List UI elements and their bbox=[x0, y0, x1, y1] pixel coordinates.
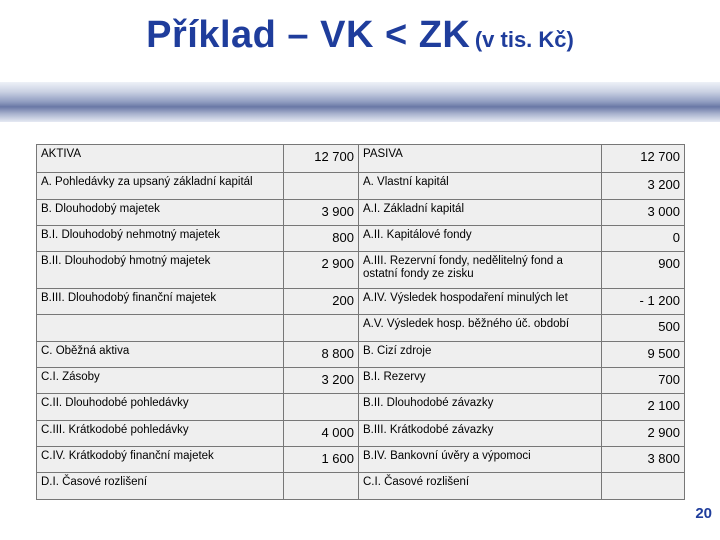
title-decor-band bbox=[0, 82, 720, 122]
aktiva-value: 4 000 bbox=[284, 420, 359, 446]
slide-title-suffix: (v tis. Kč) bbox=[474, 27, 574, 52]
aktiva-value: 3 900 bbox=[284, 199, 359, 225]
aktiva-value bbox=[284, 315, 359, 341]
pasiva-value bbox=[602, 473, 685, 500]
pasiva-value: 3 000 bbox=[602, 199, 685, 225]
slide-title bbox=[0, 14, 720, 74]
pasiva-value: 700 bbox=[602, 368, 685, 394]
aktiva-label: C.I. Zásoby bbox=[37, 368, 284, 394]
pasiva-label: A.I. Základní kapitál bbox=[359, 199, 602, 225]
aktiva-label: C.IV. Krátkodobý finanční majetek bbox=[37, 447, 284, 473]
table-row bbox=[37, 145, 685, 173]
aktiva-value: 12 700 bbox=[284, 145, 359, 173]
aktiva-label: B.II. Dlouhodobý hmotný majetek bbox=[37, 252, 284, 289]
table-row bbox=[37, 199, 685, 225]
pasiva-label: A.III. Rezervní fondy, nedělitelný fond a ostatní fondy ze zisku bbox=[359, 252, 602, 289]
pasiva-label: C.I. Časové rozlišení bbox=[359, 473, 602, 500]
balance-sheet-table bbox=[36, 144, 685, 500]
pasiva-value: 9 500 bbox=[602, 341, 685, 367]
pasiva-label: B.I. Rezervy bbox=[359, 368, 602, 394]
table-row bbox=[37, 394, 685, 420]
aktiva-value: 1 600 bbox=[284, 447, 359, 473]
table-row bbox=[37, 473, 685, 500]
table-row bbox=[37, 226, 685, 252]
pasiva-value: 0 bbox=[602, 226, 685, 252]
table-row bbox=[37, 288, 685, 314]
pasiva-label: A.V. Výsledek hosp. běžného úč. období bbox=[359, 315, 602, 341]
pasiva-value: 3 200 bbox=[602, 173, 685, 199]
pasiva-value: 3 800 bbox=[602, 447, 685, 473]
aktiva-label: AKTIVA bbox=[37, 145, 284, 173]
pasiva-value: 2 100 bbox=[602, 394, 685, 420]
pasiva-value: 12 700 bbox=[602, 145, 685, 173]
aktiva-label: C.II. Dlouhodobé pohledávky bbox=[37, 394, 284, 420]
table-row bbox=[37, 315, 685, 341]
pasiva-label: A. Vlastní kapitál bbox=[359, 173, 602, 199]
table-row bbox=[37, 341, 685, 367]
aktiva-value bbox=[284, 173, 359, 199]
aktiva-value bbox=[284, 473, 359, 500]
aktiva-value: 200 bbox=[284, 288, 359, 314]
pasiva-label: B.II. Dlouhodobé závazky bbox=[359, 394, 602, 420]
aktiva-label: D.I. Časové rozlišení bbox=[37, 473, 284, 500]
pasiva-label: A.II. Kapitálové fondy bbox=[359, 226, 602, 252]
pasiva-label: B.III. Krátkodobé závazky bbox=[359, 420, 602, 446]
pasiva-value: 2 900 bbox=[602, 420, 685, 446]
aktiva-label bbox=[37, 315, 284, 341]
pasiva-label: PASIVA bbox=[359, 145, 602, 173]
aktiva-value: 2 900 bbox=[284, 252, 359, 289]
pasiva-value: 900 bbox=[602, 252, 685, 289]
pasiva-label: B.IV. Bankovní úvěry a výpomoci bbox=[359, 447, 602, 473]
pasiva-value: - 1 200 bbox=[602, 288, 685, 314]
pasiva-label: B. Cizí zdroje bbox=[359, 341, 602, 367]
table-row bbox=[37, 252, 685, 289]
aktiva-value: 8 800 bbox=[284, 341, 359, 367]
balance-sheet-body bbox=[37, 145, 685, 500]
pasiva-value: 500 bbox=[602, 315, 685, 341]
slide-title-main: Příklad – VK < ZK bbox=[146, 14, 471, 56]
table-row bbox=[37, 368, 685, 394]
table-row bbox=[37, 447, 685, 473]
table-row bbox=[37, 173, 685, 199]
aktiva-value bbox=[284, 394, 359, 420]
aktiva-value: 800 bbox=[284, 226, 359, 252]
aktiva-label: B.III. Dlouhodobý finanční majetek bbox=[37, 288, 284, 314]
aktiva-label: A. Pohledávky za upsaný základní kapitál bbox=[37, 173, 284, 199]
aktiva-label: B. Dlouhodobý majetek bbox=[37, 199, 284, 225]
aktiva-value: 3 200 bbox=[284, 368, 359, 394]
aktiva-label: C.III. Krátkodobé pohledávky bbox=[37, 420, 284, 446]
table-row bbox=[37, 420, 685, 446]
aktiva-label: C. Oběžná aktiva bbox=[37, 341, 284, 367]
page-number: 20 bbox=[695, 505, 712, 522]
aktiva-label: B.I. Dlouhodobý nehmotný majetek bbox=[37, 226, 284, 252]
pasiva-label: A.IV. Výsledek hospodaření minulých let bbox=[359, 288, 602, 314]
